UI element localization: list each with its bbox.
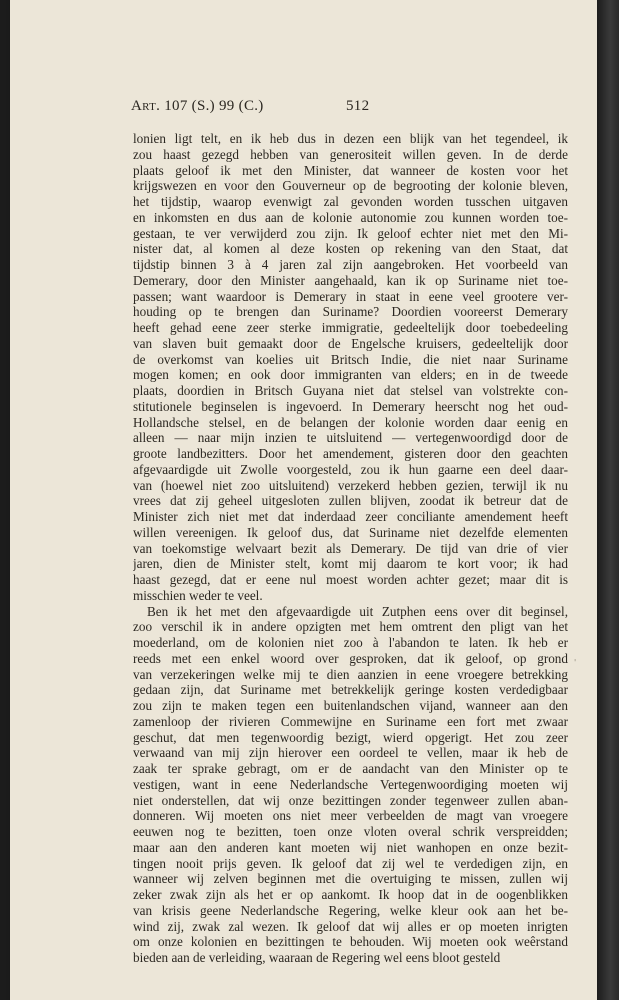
text-line: jaren, dien de Minister stelt, komt mij daarom te kort voor; ik had <box>133 556 568 572</box>
text-line: misschien weder te veel. <box>133 587 263 603</box>
text-line: krijgswezen en voor den Gouverneur op de begrooting der kolonie bleven, <box>133 178 568 194</box>
article-reference: Art. 107 (S.) 99 (C.) <box>131 98 264 114</box>
text-line: haast gezegd, dat er eene nul moest worden achter gezet; maar dit is <box>133 572 568 587</box>
text-line: en inkomsten en dus aan de kolonie autonomie zou kunnen worden toe- <box>133 209 568 225</box>
text-line: van toekomstige welvaart bezit als Demerary. De tijd van drie of vier <box>133 540 568 556</box>
text-line: groote landbezitters. Door het amendement, gisteren door den geachten <box>133 446 568 461</box>
text-line: Hollandsche stelsel, en de belangen der kolonie worden daar eenig en <box>133 414 568 430</box>
margin-speck: ' <box>574 658 577 667</box>
text-line: wind zij, zwak zal wezen. Ik geloof dat wij alles er op moeten inrigten <box>133 918 568 934</box>
text-line: niet onderstellen, dat wij onze bezittingen zonder tegenweer zullen aban- <box>133 792 568 808</box>
text-line: houding op te brengen dan Suriname? Doordien vooreerst Demerary <box>133 304 568 320</box>
text-line: zeker zwak zijn als het er op aankomt. Ik hoop dat in de oogenblikken <box>133 887 568 902</box>
text-line: van verzekeringen welke mij te dien aanzien in eene vroegere betrekking <box>133 666 568 682</box>
text-line: van slaven buit gemaakt door de Engelsche kruisers, gedeeltelijk door <box>133 335 568 351</box>
text-line: gestaan, te ver verwijderd zou zijn. Ik geloof echter niet met den Mi- <box>133 225 568 241</box>
text-line: het tijdstip, waarop evenwigt zal gevonden worden tusschen uitgaven <box>133 194 568 209</box>
text-line: verwaand van mij zijn hierover een oordeel te vellen, maar ik heb de <box>133 745 568 761</box>
text-line: Minister zich niet met dat inderdaad zeer conciliante amendement heeft <box>133 509 568 524</box>
text-line: om onze kolonien en bezittingen te behouden. Wij moeten ook weêrstand <box>133 934 568 950</box>
text-line: plaats geloof ik met den Minister, dat wanneer de kosten voor het <box>133 162 568 178</box>
text-line: geschut, dat men tegenwoordig bezigt, wierd opgerigt. Het zou zeer <box>133 729 568 745</box>
text-line: stitutionele beginselen is ingevoerd. In Demerary heerscht nog het oud- <box>133 398 568 414</box>
text-line: zamenloop der rivieren Commewijne en Suriname een fort met zwaar <box>133 713 568 729</box>
text-line: afgevaardigde uit Zwolle voorgesteld, zou ik hun gaarne een deel daar- <box>133 461 568 477</box>
text-line: van krisis geene Nederlandsche Regering, welke kleur ook aan het be- <box>133 902 568 918</box>
page-number: 512 <box>346 98 370 114</box>
text-line: mogen komen; en ook door immigranten van elders; en in de tweede <box>133 367 568 383</box>
text-line: bieden aan de verleiding, waaraan de Regering wel eens bloot gesteld <box>133 950 501 965</box>
text-line: eeuwen nog te bezitten, toen onze vloten overal schrik verspreidden; <box>133 824 568 839</box>
text-line: Ben ik het met den afgevaardigde uit Zutphen eens over dit beginsel, <box>147 603 568 619</box>
text-line: passen; want waardoor is Demerary in staat in eene veel grootere ver- <box>133 288 568 304</box>
text-line: zou haast gezegd hebben van generositeit willen geven. In de derde <box>133 146 568 162</box>
text-line: tijdstip binnen 3 à 4 jaren zal zijn aangebroken. Het voorbeeld van <box>133 257 568 272</box>
text-line: zaak ter sprake gebragt, om er de aandacht van den Minister op te <box>133 761 568 776</box>
text-line: vestigen, want in eene Nederlandsche Vertegenwoordiging moeten wij <box>133 776 568 792</box>
text-line: reeds met een enkel woord over gesproken, dat ik geloof, op grond <box>133 650 568 666</box>
text-line: maar aan den anderen kant moeten wij niet wanhopen en onze bezit- <box>133 839 568 855</box>
text-line: zoo verschil ik in andere opzigten met hem omtrent den pligt van het <box>133 619 568 635</box>
text-line: willen vereenigen. Ik geloof dus, dat Suriname niet dezelfde elementen <box>133 524 568 540</box>
text-line: gedaan zijn, dat Suriname met betrekkelijk geringe kosten verdedigbaar <box>133 682 568 698</box>
text-line: nister dat, al komen al deze kosten op rekening van den Staat, dat <box>133 241 568 257</box>
text-line: plaats, doordien in Britsch Guyana niet dat stelsel van volstrekte con- <box>133 383 568 398</box>
running-head <box>131 98 451 118</box>
book-page <box>10 0 597 1000</box>
text-line: alleen — naar mijn inzien te uitsluitend — vertegenwoordigd door de <box>133 430 568 446</box>
text-line: donneren. Wij moeten ons niet meer verbeelden de magt van vroegere <box>133 808 568 824</box>
body-text <box>133 131 568 966</box>
text-line: Demerary, door den Minister aangehaald, kan ik op Suriname niet toe- <box>133 272 568 288</box>
text-line: lonien ligt telt, en ik heb dus in dezen een blijk van het tegendeel, ik <box>133 131 568 146</box>
text-line: wanneer wij zelven beginnen met die overtuiging te missen, zullen wij <box>133 871 568 887</box>
text-line: zou zijn te maken tegen een buitenlandschen vijand, wanneer aan den <box>133 698 568 713</box>
text-line: de overkomst van koelies uit Britsch Indie, die niet naar Suriname <box>133 351 568 367</box>
book-spine <box>597 0 619 1000</box>
text-line: vrees dat zij geheel uitgesloten zullen blijven, zoodat ik betreur dat de <box>133 493 568 509</box>
text-line: moederland, om de kolonien niet zoo à l'abandon te laten. Ik heb er <box>133 635 568 650</box>
paragraph-2 <box>133 604 568 966</box>
text-line: heeft gehad eene zeer sterke immigratie, gedeeltelijk door toebedeeling <box>133 320 568 335</box>
text-line: tingen nooit prijs geven. Ik geloof dat zij wel te verdedigen zijn, en <box>133 855 568 871</box>
paragraph-1 <box>133 131 568 604</box>
text-line: van (hoewel niet zoo uitsluitend) verzekerd hebben gezien, terwijl ik nu <box>133 477 568 493</box>
